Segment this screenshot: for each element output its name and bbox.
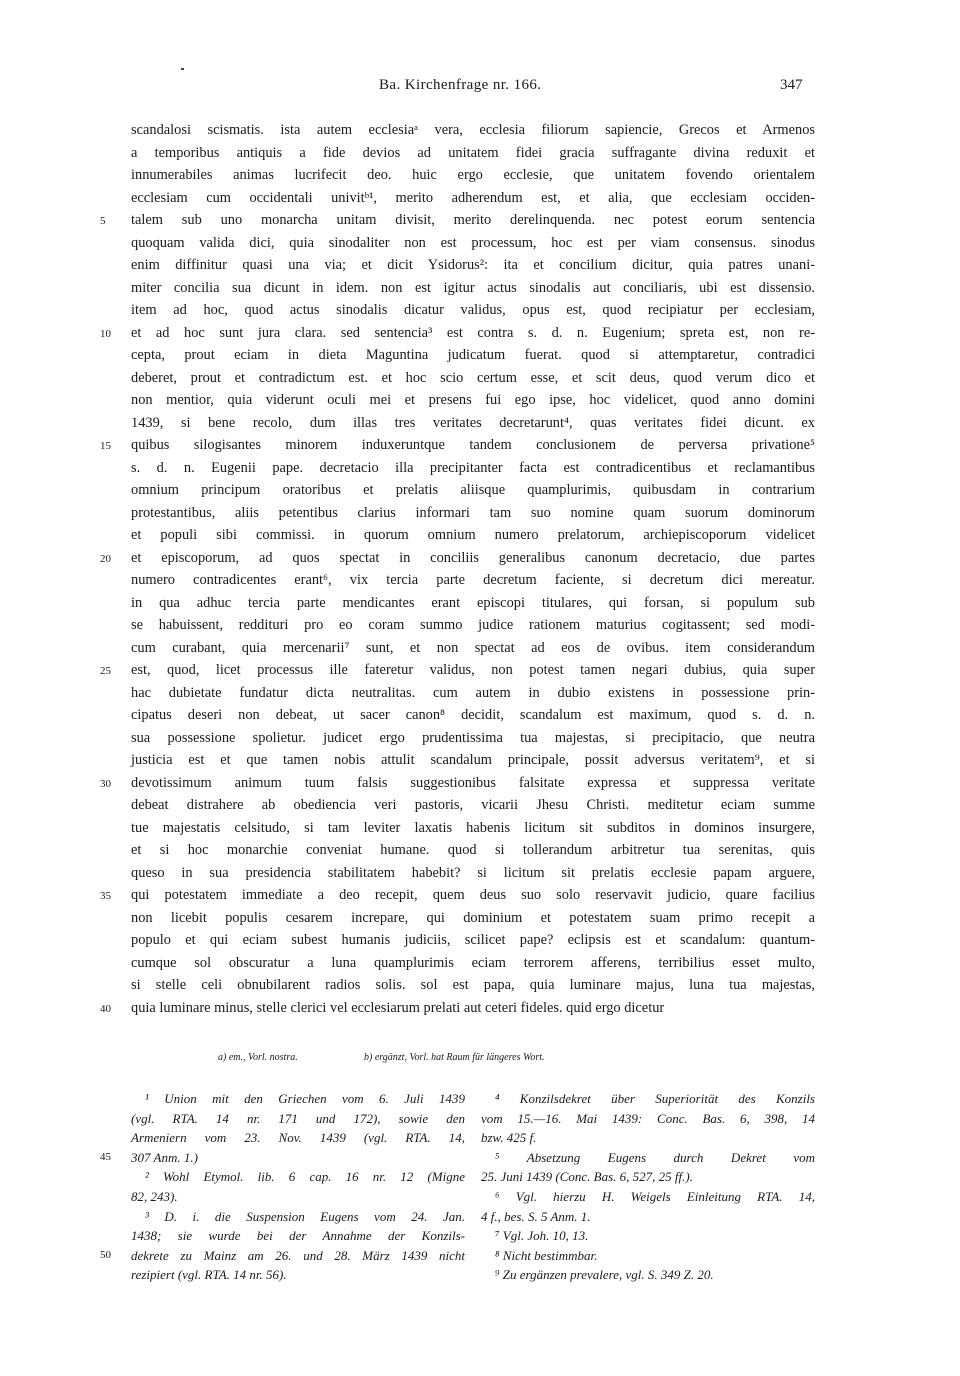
line-text: innumerabiles animas lucrifecit deo. huic ergo ecclesie, que unitatem fovendo orientalem (131, 167, 815, 183)
text-line (0, 368, 960, 391)
text-line (0, 660, 960, 683)
line-text: debeat distrahere ab obediencia veri pastoris, vicarii Jhesu Christi. meditetur eciam summe (131, 797, 815, 813)
footnote-line (131, 1227, 465, 1247)
line-text: non licebit populis cesarem increpare, qui dominium et potestatem suam primo recepit a (131, 909, 815, 926)
footnote-line (481, 1208, 815, 1228)
footnotes-right-column (481, 1090, 815, 1286)
text-line (0, 795, 960, 818)
text-line (0, 750, 960, 773)
text-line (0, 818, 960, 841)
text-line (0, 908, 960, 931)
footnote-line (481, 1266, 815, 1286)
line-text: quibus silogisantes minorem induxeruntque tandem conclusionem de perversa privatione⁵ (131, 437, 815, 453)
line-number: 40 (100, 1002, 111, 1015)
line-text: talem sub uno monarcha unitam divisit, merito derelinquenda. nec potest eorum sentencia (131, 212, 815, 228)
footnotes-left-column (100, 1090, 465, 1286)
line-text: et episcoporum, ad quos spectat in conciliis generalibus canonum decretacio, due partes (131, 549, 815, 566)
line-text: et ad hoc sunt jura clara. sed sentencia³ est contra s. d. n. Eugenium; spreta est, non re- (131, 324, 815, 341)
line-text: enim diffinitur quasi una via; et dicit Ysidorus²: ita et concilium dicitur, quia patres unani- (131, 257, 815, 273)
line-text: quoquam valida dici, quia sinodaliter non est processum, hoc est per viam consensus. sinodus (131, 234, 815, 251)
text-line (0, 480, 960, 503)
footnote-line (131, 1110, 465, 1130)
line-text: protestantibus, aliis petentibus clarius informari tam suo nomine quam suorum dominorum (131, 504, 815, 521)
footnote-line (100, 1247, 465, 1267)
critical-apparatus (0, 1052, 960, 1068)
text-line (0, 143, 960, 166)
line-text: justicia est et que tamen nobis attulit scandalum principale, possit adversus veritatem⁹, et si (131, 752, 815, 768)
text-line (0, 705, 960, 728)
footnote-text: ⁴ Konzilsdekret über Superiorität des Konzils (495, 1091, 815, 1106)
line-text: devotissimum animum tuum falsis suggestionibus falsitate expressa et suppressa veritate (131, 774, 815, 791)
footnote-line (481, 1110, 815, 1130)
footnote-line (481, 1227, 815, 1247)
line-text: cipatus deseri non debeat, ut sacer canon⁸ decidit, scandalum est maximum, quod s. d. n. (131, 707, 815, 723)
text-line (0, 998, 960, 1021)
line-text: populo et qui eciam subest humanis judiciis, scilicet pape? eclipsis est et scandalum: quantum- (131, 932, 815, 948)
footnote-text: ¹ Union mit den Griechen vom 6. Juli 1439 (145, 1091, 465, 1106)
text-line (0, 975, 960, 998)
text-line (0, 570, 960, 593)
text-line (0, 773, 960, 796)
line-text: hac dubietate fundatur dicta neutralitas. cum autem in dubio existens in possessione prin- (131, 684, 815, 701)
text-line (0, 885, 960, 908)
text-line (0, 930, 960, 953)
line-text: tue majestatis celsitudo, si tam leviter laxatis habenis licitum sit subditos in dominos insurgere, (131, 819, 815, 836)
line-text: cumque sol obscuratur a luna quamplurimis eciam terrorem afferens, terribilius esset multo, (131, 954, 815, 971)
text-line (0, 233, 960, 256)
footnote-line (131, 1208, 465, 1228)
line-text: et si hoc monarchie conveniat humane. quod si tollerandum arbitretur tua serenitas, quis (131, 842, 815, 858)
footnote-text: ² Wohl Etymol. lib. 6 cap. 16 nr. 12 (Migne (145, 1169, 465, 1185)
line-text: item ad hoc, quod actus sinodalis dicatur validus, opus est, quod recipiatur per ecclesiam, (131, 302, 815, 318)
line-text: quia luminare minus, stelle clerici vel ecclesiarum prelati aut ceteri fideles. quid ergo dicetur (131, 999, 665, 1016)
footnote-text: rezipiert (vgl. RTA. 14 nr. 56). (131, 1267, 287, 1283)
text-line (0, 300, 960, 323)
text-line (0, 548, 960, 571)
footnote-text: ⁹ Zu ergänzen prevalere, vgl. S. 349 Z. 20. (495, 1267, 714, 1283)
line-number: 30 (100, 777, 111, 790)
apparatus-note-a: a) em., Vorl. nostra. (218, 1052, 298, 1063)
footnote-text: ³ D. i. die Suspension Eugens vom 24. Jan. (145, 1208, 465, 1224)
text-line (0, 525, 960, 548)
footnote-line (131, 1188, 465, 1208)
text-line (0, 728, 960, 751)
text-line (0, 120, 960, 143)
text-line (0, 593, 960, 616)
footnote-text: vom 15.—16. Mai 1439: Conc. Bas. 6, 398, 14 (481, 1110, 815, 1126)
text-line (0, 503, 960, 526)
scan-speck (181, 68, 184, 70)
text-line (0, 188, 960, 211)
line-text: miter concilia sua dicunt in idem. non est igitur actus sinodalis aut conciliaris, ubi est dissensio. (131, 279, 815, 296)
footnote-text: ⁵ Absetzung Eugens durch Dekret vom (495, 1149, 815, 1165)
footnote-line (131, 1168, 465, 1188)
text-line (0, 345, 960, 368)
footnote-line (131, 1090, 465, 1110)
text-line (0, 323, 960, 346)
footnote-text: 4 f., bes. S. 5 Anm. 1. (481, 1208, 591, 1224)
footnote-text: 307 Anm. 1.) (131, 1149, 198, 1165)
line-text: qui potestatem immediate a deo recepit, quem deus suo solo reservavit judicio, quare facilius (131, 887, 815, 903)
footnote-text: ⁶ Vgl. hierzu H. Weigels Einleitung RTA. 14, (495, 1188, 815, 1204)
footnote-line (481, 1188, 815, 1208)
footnote-line (481, 1149, 815, 1169)
footnote-text: 1438; sie wurde bei der Annahme der Konzils- (131, 1228, 465, 1244)
footnote-text: 25. Juni 1439 (Conc. Bas. 6, 527, 25 ff.). (481, 1169, 693, 1185)
text-line (0, 435, 960, 458)
line-text: 1439, si bene recolo, dum illas tres veritates decretarunt⁴, quas veritates fidei dicunt. ex (131, 414, 815, 431)
line-text: in qua adhuc tercia parte mendicantes erant episcopi titulares, qui forsan, si populum sub (131, 594, 815, 611)
line-number: 35 (100, 890, 111, 902)
footnote-line (131, 1266, 465, 1286)
line-text: sua possessione spolietur. judicet ergo prudentissima tua majestas, si precipitacio, que neutra (131, 729, 815, 746)
apparatus-note-b: b) ergänzt, Vorl. hat Raum für längeres Wort. (364, 1052, 545, 1063)
footnote-text: ⁸ Nicht bestimmbar. (495, 1247, 598, 1263)
line-text: queso in sua presidencia stabilitatem habebit? si licitum sit prelatis ecclesie papam arguere, (131, 864, 815, 881)
footnote-text: bzw. 425 f. (481, 1130, 537, 1146)
text-line (0, 840, 960, 863)
line-text: deberet, prout et contradictum est. et hoc scio certum esse, et scit deus, quod verum dico et (131, 369, 815, 386)
footnote-text: 82, 243). (131, 1188, 178, 1204)
footnote-line (100, 1149, 465, 1169)
footnote-text: (vgl. RTA. 14 nr. 171 und 172), sowie den (131, 1110, 465, 1126)
line-number: 50 (100, 1248, 111, 1261)
line-number: 45 (100, 1150, 111, 1163)
text-line (0, 683, 960, 706)
line-text: omnium principum oratoribus et prelatis aliisque quamplurimis, quibusdam in contrarium (131, 482, 815, 498)
line-text: s. d. n. Eugenii pape. decretacio illa precipitanter facta est contradicentibus et reclamantibus (131, 459, 815, 476)
main-text (0, 120, 960, 1020)
text-line (0, 458, 960, 481)
footnote-line (131, 1129, 465, 1149)
text-line (0, 953, 960, 976)
line-text: cepta, prout eciam in dieta Maguntina judicatum fuerat. quod si attemptaretur, contradici (131, 347, 815, 363)
footnote-line (481, 1090, 815, 1110)
line-text: non mentior, quia viderunt oculi mei et presens fui ego ipse, hoc videlicet, quod anno domini (131, 392, 815, 408)
line-number: 25 (100, 665, 111, 677)
footnote-text: dekrete zu Mainz am 26. und 28. März 1439 nicht (131, 1247, 465, 1263)
line-number: 10 (100, 327, 111, 340)
line-text: et populi sibi commissi. in quorum omnium numero prelatorum, archiepiscoporum videlicet (131, 527, 815, 543)
text-line (0, 615, 960, 638)
line-text: est, quod, licet processus ille fateretur validus, non potest tamen negari dubius, quia super (131, 662, 815, 678)
text-line (0, 278, 960, 301)
footnote-line (481, 1129, 815, 1149)
text-line (0, 390, 960, 413)
footnote-text: ⁷ Vgl. Joh. 10, 13. (495, 1228, 589, 1244)
line-number: 5 (100, 215, 106, 227)
running-head: Ba. Kirchenfrage nr. 166. (379, 77, 542, 93)
line-text: a temporibus antiquis a fide devios ad unitatem fidei gracia suffragante divina reduxit et (131, 144, 815, 161)
footnote-line (481, 1247, 815, 1267)
line-text: se habuissent, reddituri pro eo coram summo judice rationem maturius cogitassent; sed modi- (131, 617, 815, 633)
text-line (0, 165, 960, 188)
text-line (0, 255, 960, 278)
line-number: 15 (100, 440, 111, 452)
text-line (0, 413, 960, 436)
line-text: scandalosi scismatis. ista autem ecclesiaᵃ vera, ecclesia filiorum sapiencie, Grecos et Armenos (131, 122, 815, 138)
page-header (0, 77, 960, 99)
line-number: 20 (100, 552, 111, 565)
text-line (0, 863, 960, 886)
line-text: si stelle celi obnubilarent radios solis. sol est papa, quia luminare majus, luna tua majestas, (131, 977, 815, 993)
footnote-text: Armeniern vom 23. Nov. 1439 (vgl. RTA. 14, (131, 1130, 465, 1146)
line-text: cum curabant, quia mercenarii⁷ sunt, et non spectat ad eos de ovibus. item considerandum (131, 639, 815, 656)
text-line (0, 638, 960, 661)
footnote-line (481, 1168, 815, 1188)
text-line (0, 210, 960, 233)
page-number: 347 (780, 77, 803, 93)
line-text: numero contradicentes erant⁶, vix tercia parte decretum faciente, si decretum dici mereatur. (131, 572, 815, 588)
line-text: ecclesiam cum occidentali univitᵇ¹, merito adherendum est, et alia, que ecclesiam occiden- (131, 189, 815, 206)
